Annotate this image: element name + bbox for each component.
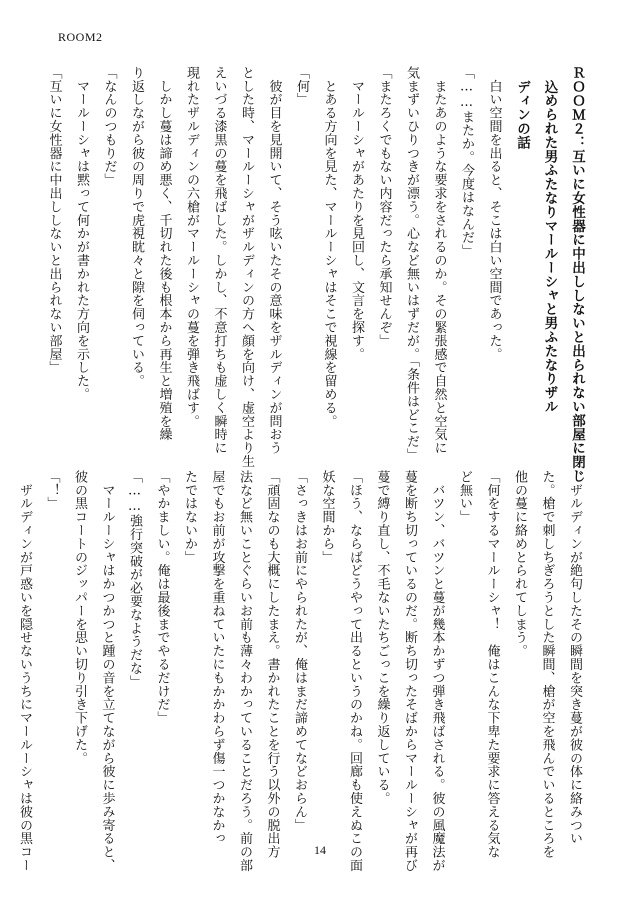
chapter-title: ＲＯＯＭ２：互いに女性器に中出ししないと出られない部屋に閉じ [569,66,585,483]
text-line: しかし蔓は諦め悪く、千切れた後も根本から再生と増殖を繰 [156,66,172,442]
text-line: 蔓を断ち切っているのだ。断ち切ったそばからマールーシャが再び [402,470,417,872]
text-line: 「！」 [44,470,60,511]
text-line: 気まずいひりつきが漂う。心など無いはずだが。「条件はどこだ」 [404,66,419,462]
text-line: 彼が目を見開いて、そう呟いたその意味をザルディンが問おう [266,66,282,455]
text-line: ど無い」 [457,470,472,524]
chapter-title: 込められた男ふたなりマールーシャと男ふたなりザル [541,66,558,414]
text-line: バツン、バツンと蔓が幾本かずつ弾き飛ばされる。彼の風魔法が [429,470,445,872]
text-line: り返しながら彼の周りで虎視眈々と隙を伺っている。 [129,66,144,388]
text-line: マールーシャは黙って何かが書かれた方向を示した。 [74,66,89,401]
text-line: 「なんのつもりだ」 [101,66,117,187]
text-line: またあのような要求をされるのか。その緊張感で自然と空気に [431,66,447,455]
text-line: 「……強行突破が必要なようだな」 [127,470,142,689]
text-line: とした時、マールーシャがザルディンの方へ顔を向け、虚空より生 [239,66,254,468]
text-line: えいづる漆黒の蔓を飛ばした。しかし、不意打ちも虚しく瞬時に [211,66,227,455]
text-line: 法など無いことぐらいお前も薄々わかっていることだろう。前の部 [237,470,252,872]
text-line: 「互いに女性器に中出ししないと出られない部屋」 [46,66,62,375]
text-line: たではないか」 [182,470,197,564]
text-line: 「何をするマールーシャ！ 俺はこんな下卑た要求に答える気な [484,470,500,859]
text-line: マールーシャがあたりを見回し、文言を探す。 [349,66,364,361]
text-line: 蔓で縛り直し、不毛ないたちごっこを繰り返している。 [374,470,390,805]
text-line: 屋でもお前が攻撃を重ねていたにもかかわらず傷一つかなかっ [209,470,225,846]
text-line: 彼の黒コートのジッパーを思い切り引き下げた。 [72,470,87,765]
text-line: とある方向を見た、マールーシャはそこで視線を留める。 [321,66,337,428]
text-line: ザルディンが絶句したその瞬間を突き蔓が彼の体に絡みつい [567,470,582,846]
text-line: 「またろくでもない内容だったら承知せんぞ」 [376,66,392,348]
text-line: 「やかましい。俺は最後までやるだけだ」 [154,470,170,725]
text-line: た。槍で刺しちぎろうとした瞬間、槍が空を飛んでいるところを [539,470,555,859]
text-line: 「さっきはお前にやられたが、俺はまだ諦めてなどおらん」 [292,470,307,832]
text-line: マールーシャはかつかつと踵の音を立てながら彼に歩み寄ると、 [99,470,115,872]
text-line: 妖な空間から」 [319,470,335,564]
text-line: 「頑固なのも大概にしたまえ。書かれたことを行う以外の脱出方 [264,470,280,859]
page-number: 14 [314,843,326,857]
text-line: 「……またか。今度はなんだ」 [459,66,474,258]
text-line: 「ほう、ならばどうやって出るというのかね。回廊も使えぬこの面 [347,470,362,872]
text-line: ザルディンが戸惑いを隠せないうちにマールーシャは彼の黒コー [17,470,32,872]
text-line: 「何」 [294,66,309,107]
text-line: 現れたザルディンの六槍がマールーシャの蔓を弾き飛ばす。 [184,66,199,428]
upper-text-block [40,66,590,483]
running-head: ROOM2 [58,30,103,44]
text-line: 他の蔓に絡めとられてしまう。 [512,470,527,658]
chapter-title: ディンの話 [514,66,530,150]
text-line: 白い空間を出ると、そこは白い空間であった。 [486,66,502,361]
